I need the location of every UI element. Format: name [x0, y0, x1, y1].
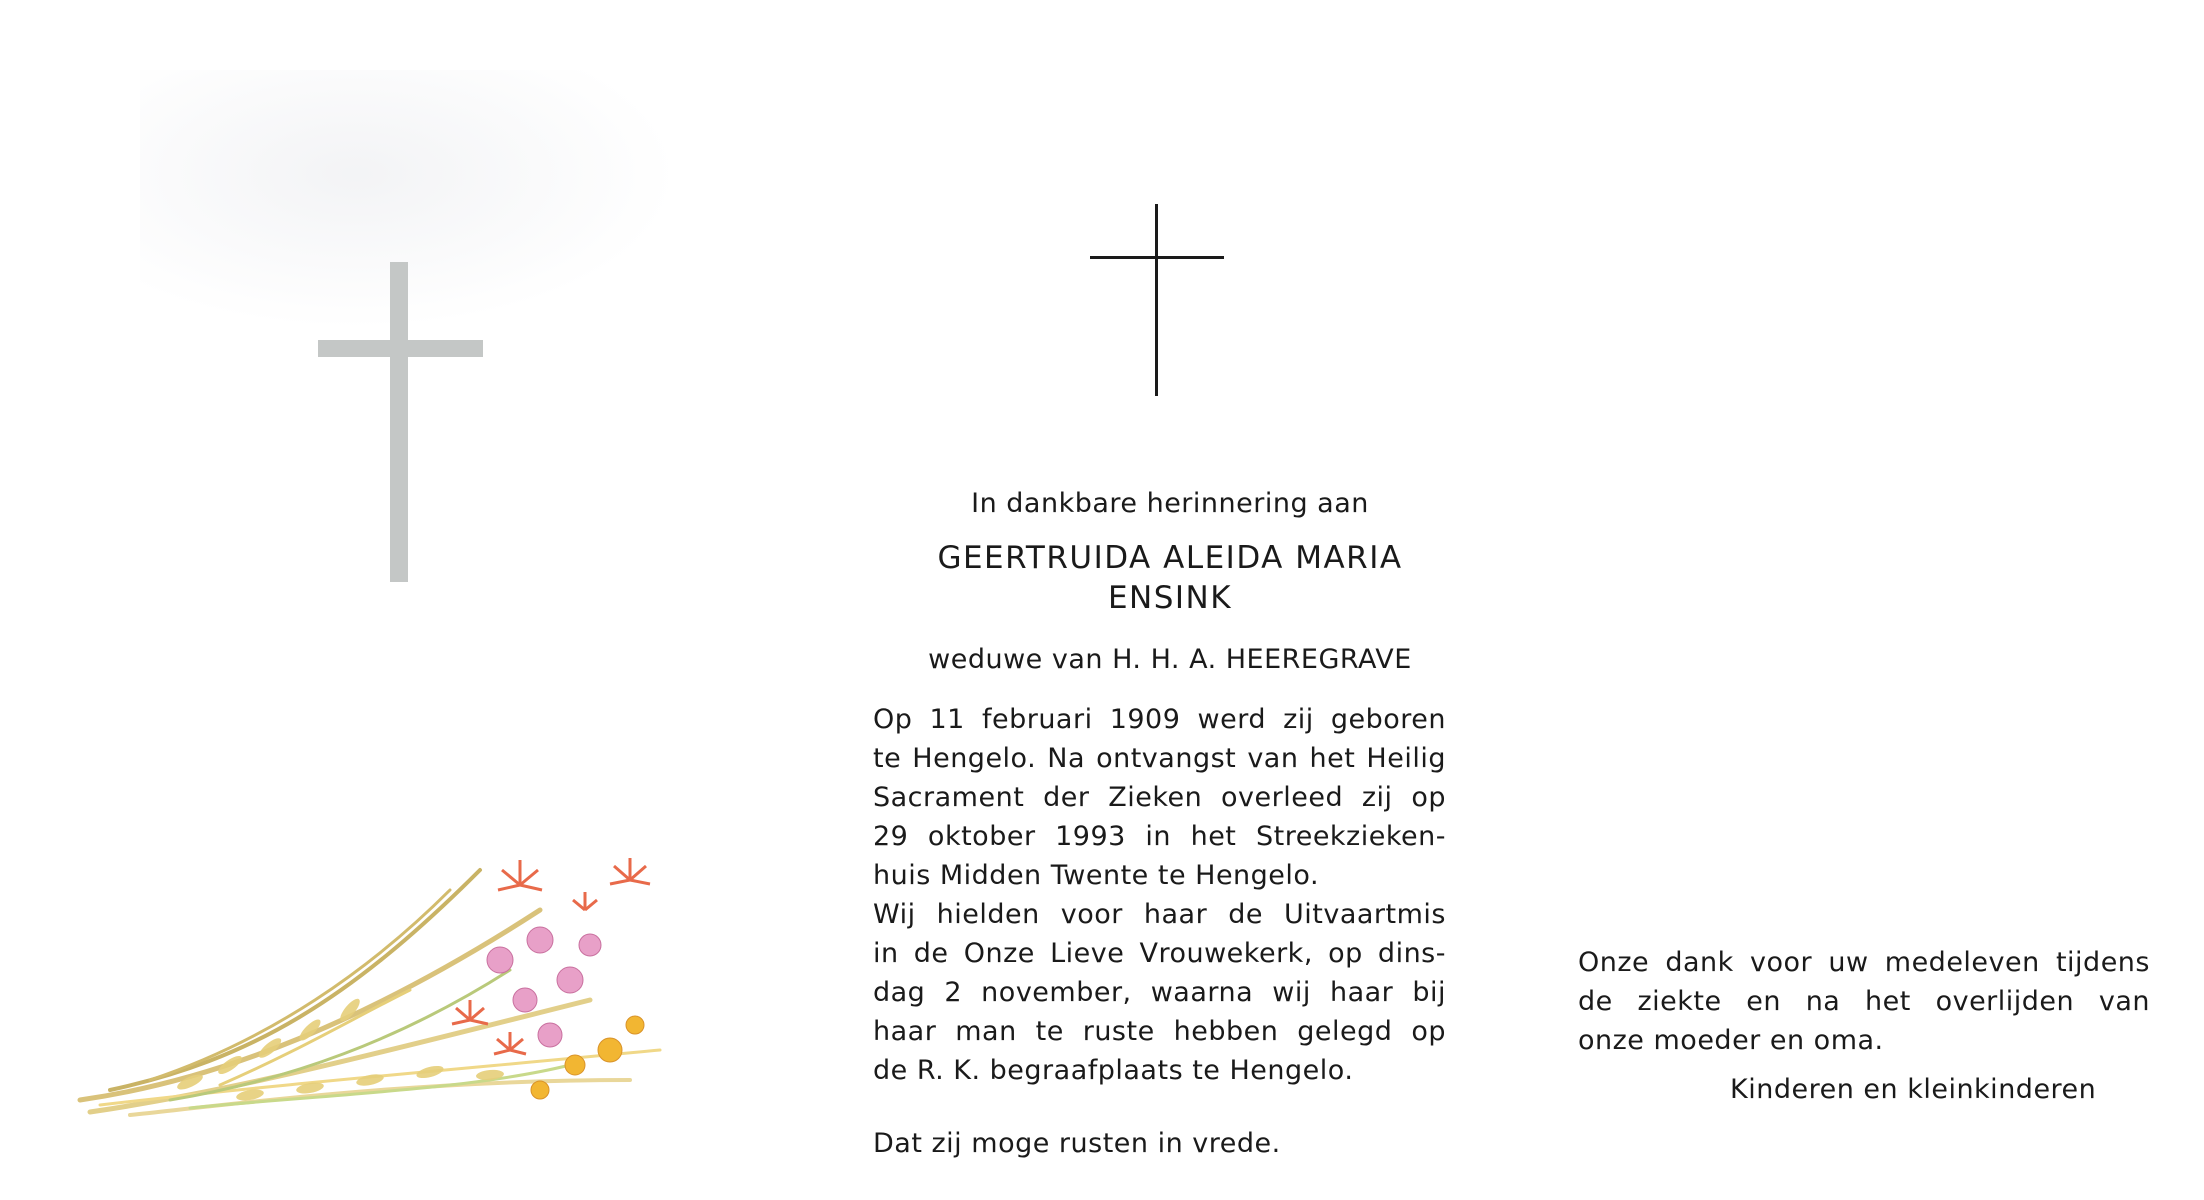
bio-line: in de Onze Lieve Vrouwekerk, op dins- [873, 938, 1446, 969]
bio-line: 29 oktober 1993 in het Streekzieken- [873, 821, 1446, 852]
grey-cross-vertical [390, 262, 408, 582]
thanks-line: Onze dank voor uw medeleven tijdens [1578, 947, 2150, 978]
grey-cross-horizontal [318, 340, 483, 357]
deceased-name-line1: GEERTRUIDA ALEIDA MARIA [937, 540, 1403, 576]
flower-bouquet-illustration [70, 850, 710, 1130]
widow-line: weduwe van H. H. A. HEEREGRAVE [928, 644, 1412, 675]
bio-line: Op 11 februari 1909 werd zij geboren [873, 704, 1446, 735]
grey-cross-icon [318, 262, 483, 582]
memorial-intro: In dankbare herinnering aan [971, 488, 1369, 519]
bio-line: huis Midden Twente te Hengelo. [873, 860, 1320, 891]
bio-line: haar man te ruste hebben gelegd op [873, 1016, 1446, 1047]
signoff: Kinderen en kleinkinderen [1730, 1074, 2097, 1105]
bio-line: Sacrament der Zieken overleed zij op [873, 782, 1446, 813]
bio-line: Wij hielden voor haar de Uitvaartmis [873, 899, 1446, 930]
black-cross-vertical [1155, 204, 1158, 396]
thanks-line: onze moeder en oma. [1578, 1025, 1884, 1056]
left-panel [0, 0, 780, 1200]
bio-line: dag 2 november, waarna wij haar bij [873, 977, 1446, 1008]
deceased-name [870, 538, 1470, 618]
black-cross-icon [1090, 204, 1224, 396]
bio-line: de R. K. begraafplaats te Hengelo. [873, 1055, 1354, 1086]
deceased-name-line2: ENSINK [1107, 580, 1233, 616]
closing-prayer: Dat zij moge rusten in vrede. [873, 1128, 1281, 1159]
bio-line: te Hengelo. Na ontvangst van het Heilig [873, 743, 1446, 774]
thanks-line: de ziekte en na het overlijden van [1578, 986, 2150, 1017]
black-cross-horizontal [1090, 256, 1224, 259]
